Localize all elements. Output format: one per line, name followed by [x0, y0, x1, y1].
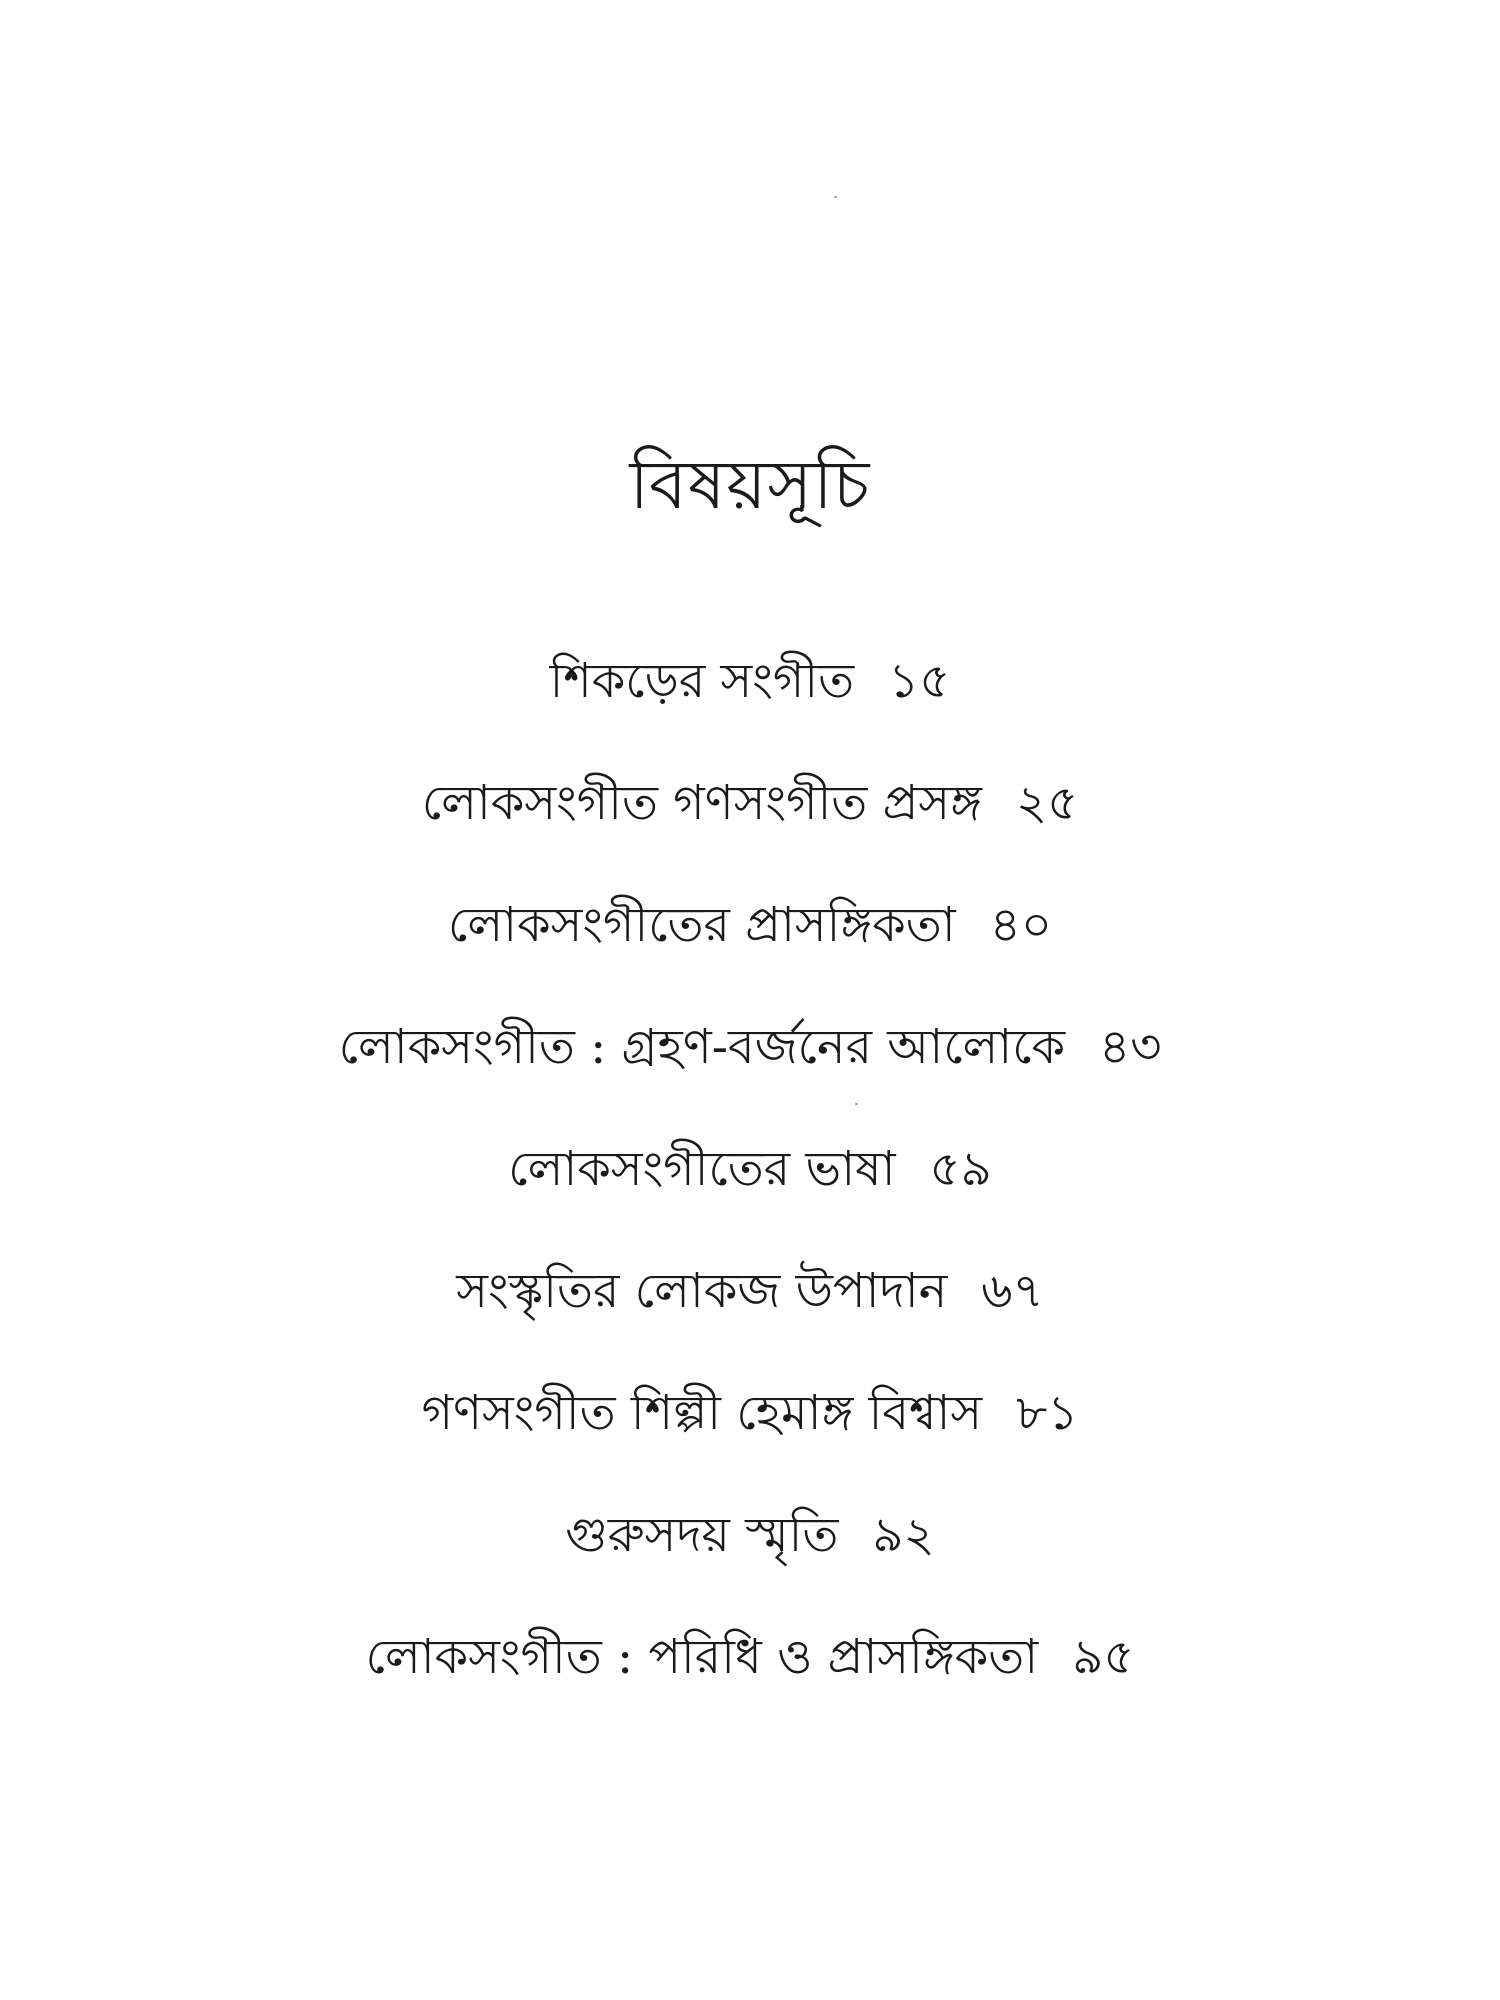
- entry-page-number: ৬৭: [981, 1263, 1044, 1319]
- entry-title: গুরুসদয় স্মৃতি: [565, 1507, 839, 1563]
- contents-entry: [0, 620, 1500, 742]
- entry-page-number: ৫৯: [929, 1141, 992, 1197]
- entry-title: লোকসংগীত : পরিধি ও প্রাসঙ্গিকতা: [365, 1629, 1039, 1685]
- entry-title: গণসংগীত শিল্পী হেমাঙ্গ বিশ্বাস: [421, 1385, 983, 1441]
- entry-page-number: ৪০: [989, 897, 1053, 953]
- entry-page-number: ২৫: [1015, 775, 1079, 831]
- entry-title: শিকড়ের সংগীত: [549, 653, 855, 709]
- entry-page-number: ৯২: [872, 1507, 935, 1563]
- entry-page-number: ৮১: [1016, 1385, 1079, 1441]
- contents-entry: [0, 1474, 1500, 1596]
- contents-entry: [0, 742, 1500, 864]
- contents-entry: [0, 1596, 1500, 1718]
- contents-entry: [0, 864, 1500, 986]
- entry-page-number: ৪৩: [1099, 1019, 1162, 1075]
- contents-heading: বিষয়সূচি: [629, 446, 871, 525]
- contents-entry: [0, 1352, 1500, 1474]
- contents-entry: [0, 1230, 1500, 1352]
- contents-entry: [0, 1108, 1500, 1230]
- entry-page-number: ১৫: [888, 653, 951, 709]
- entry-title: সংস্কৃতির লোকজ উপাদান: [456, 1263, 948, 1319]
- contents-list: [0, 620, 1500, 1718]
- entry-title: লোকসংগীতের ভাষা: [508, 1141, 896, 1197]
- contents-entry: [0, 986, 1500, 1108]
- entry-title: লোকসংগীত গণসংগীত প্রসঙ্গ: [421, 775, 982, 831]
- entry-title: লোকসংগীতের প্রাসঙ্গিকতা: [447, 897, 956, 953]
- paper-speck: [834, 196, 837, 198]
- entry-page-number: ৯৫: [1072, 1629, 1135, 1685]
- entry-title: লোকসংগীত : গ্রহণ-বর্জনের আলোকে: [338, 1019, 1066, 1075]
